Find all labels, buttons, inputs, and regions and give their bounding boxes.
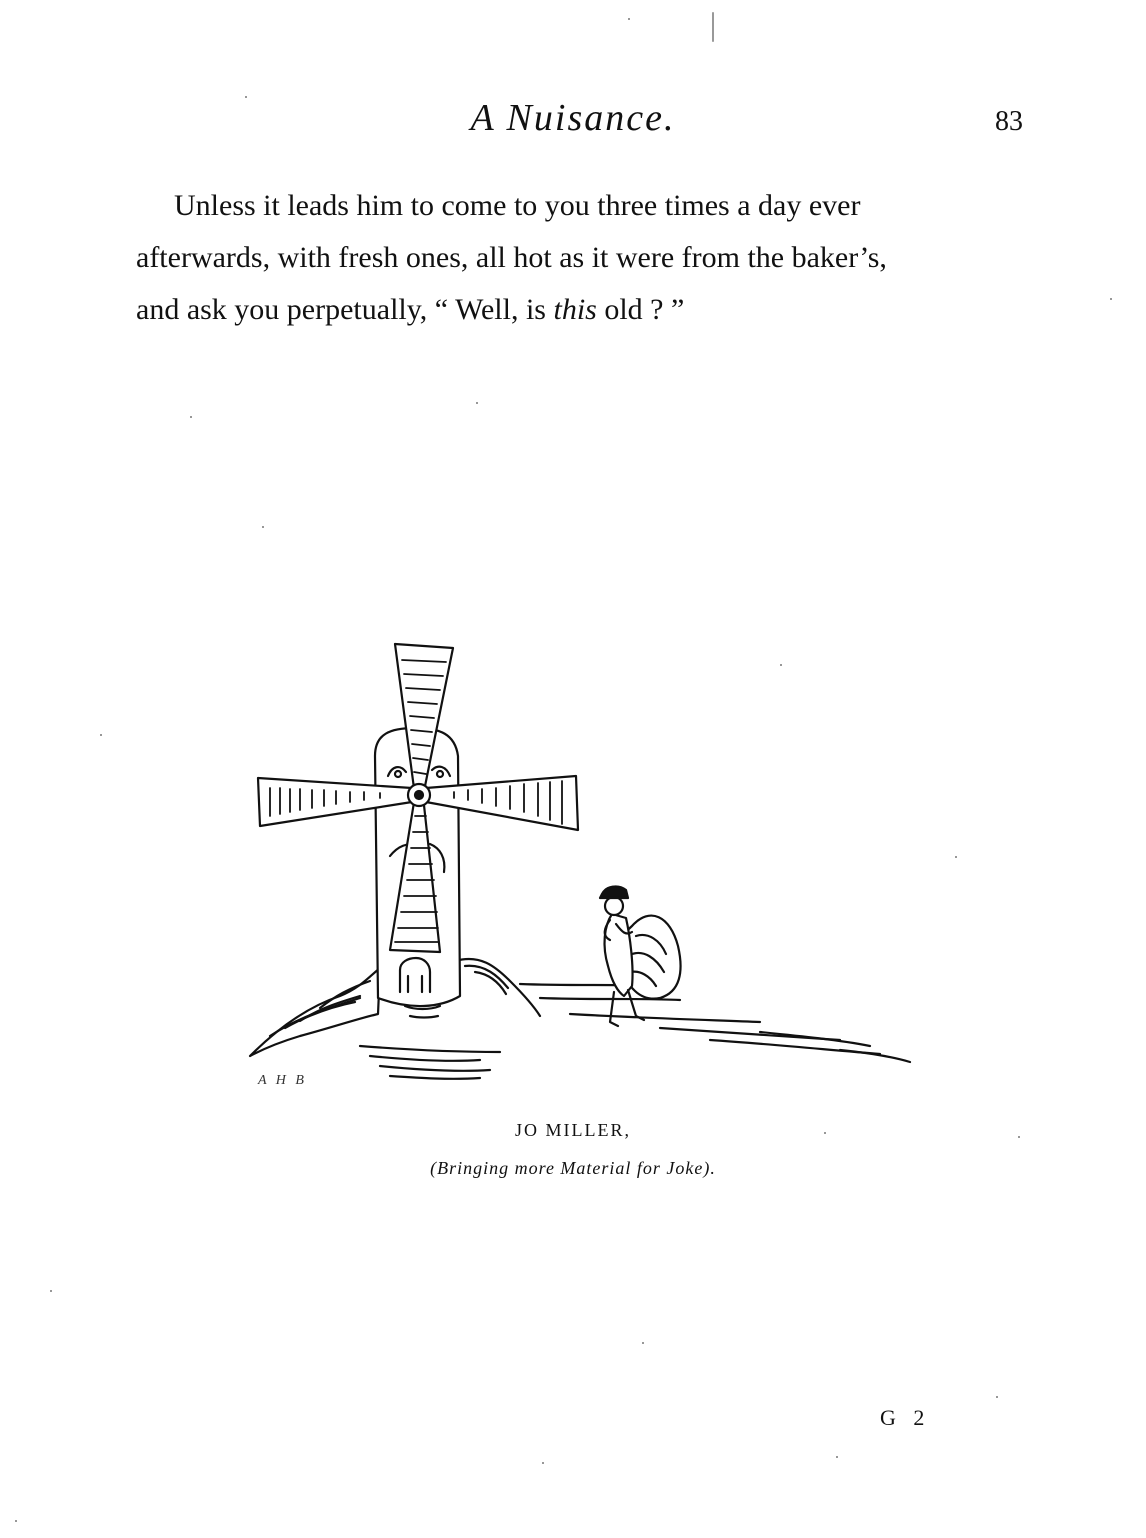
signature-mark: G 2	[880, 1405, 931, 1430]
text-segment: old ? ”	[596, 293, 685, 326]
text-segment: and ask you perpetually, “ Well, is	[136, 293, 554, 326]
paper-speck	[642, 1342, 644, 1344]
windmill-illustration	[240, 636, 920, 1096]
text-line: afterwards, with fresh ones, all hot as it were from the baker’s,	[136, 241, 887, 274]
paper-speck	[100, 734, 102, 736]
running-title: A Nuisance.	[470, 97, 676, 139]
text-line: Unless it leads him to come to you three times a day ever	[174, 189, 861, 222]
paper-speck	[542, 1462, 544, 1464]
paper-speck	[1110, 298, 1112, 300]
emphasis-word: this	[553, 293, 597, 326]
paper-speck	[628, 18, 630, 20]
paper-speck	[836, 1456, 838, 1458]
paper-speck	[476, 402, 478, 404]
artist-signature: A H B	[258, 1073, 307, 1088]
paper-speck	[712, 12, 714, 42]
paper-speck	[245, 96, 247, 98]
caption-subtitle: (Bringing more Material for Joke).	[430, 1158, 716, 1178]
paragraph	[136, 180, 1031, 336]
page-number: 83	[995, 106, 1023, 137]
ground-hill	[250, 959, 910, 1079]
paper-speck	[996, 1396, 998, 1398]
paper-speck	[955, 856, 957, 858]
paper-speck	[1018, 1136, 1020, 1138]
paper-speck	[50, 1290, 52, 1292]
caption-title: JO MILLER,	[515, 1120, 631, 1140]
jo-miller-figure	[600, 887, 681, 1026]
paper-speck	[15, 1520, 17, 1522]
text-line	[136, 284, 1031, 336]
paper-speck	[262, 526, 264, 528]
paper-speck	[190, 416, 192, 418]
windmill-sails	[258, 644, 578, 952]
paper-speck	[780, 664, 782, 666]
paper-speck	[824, 1132, 826, 1134]
